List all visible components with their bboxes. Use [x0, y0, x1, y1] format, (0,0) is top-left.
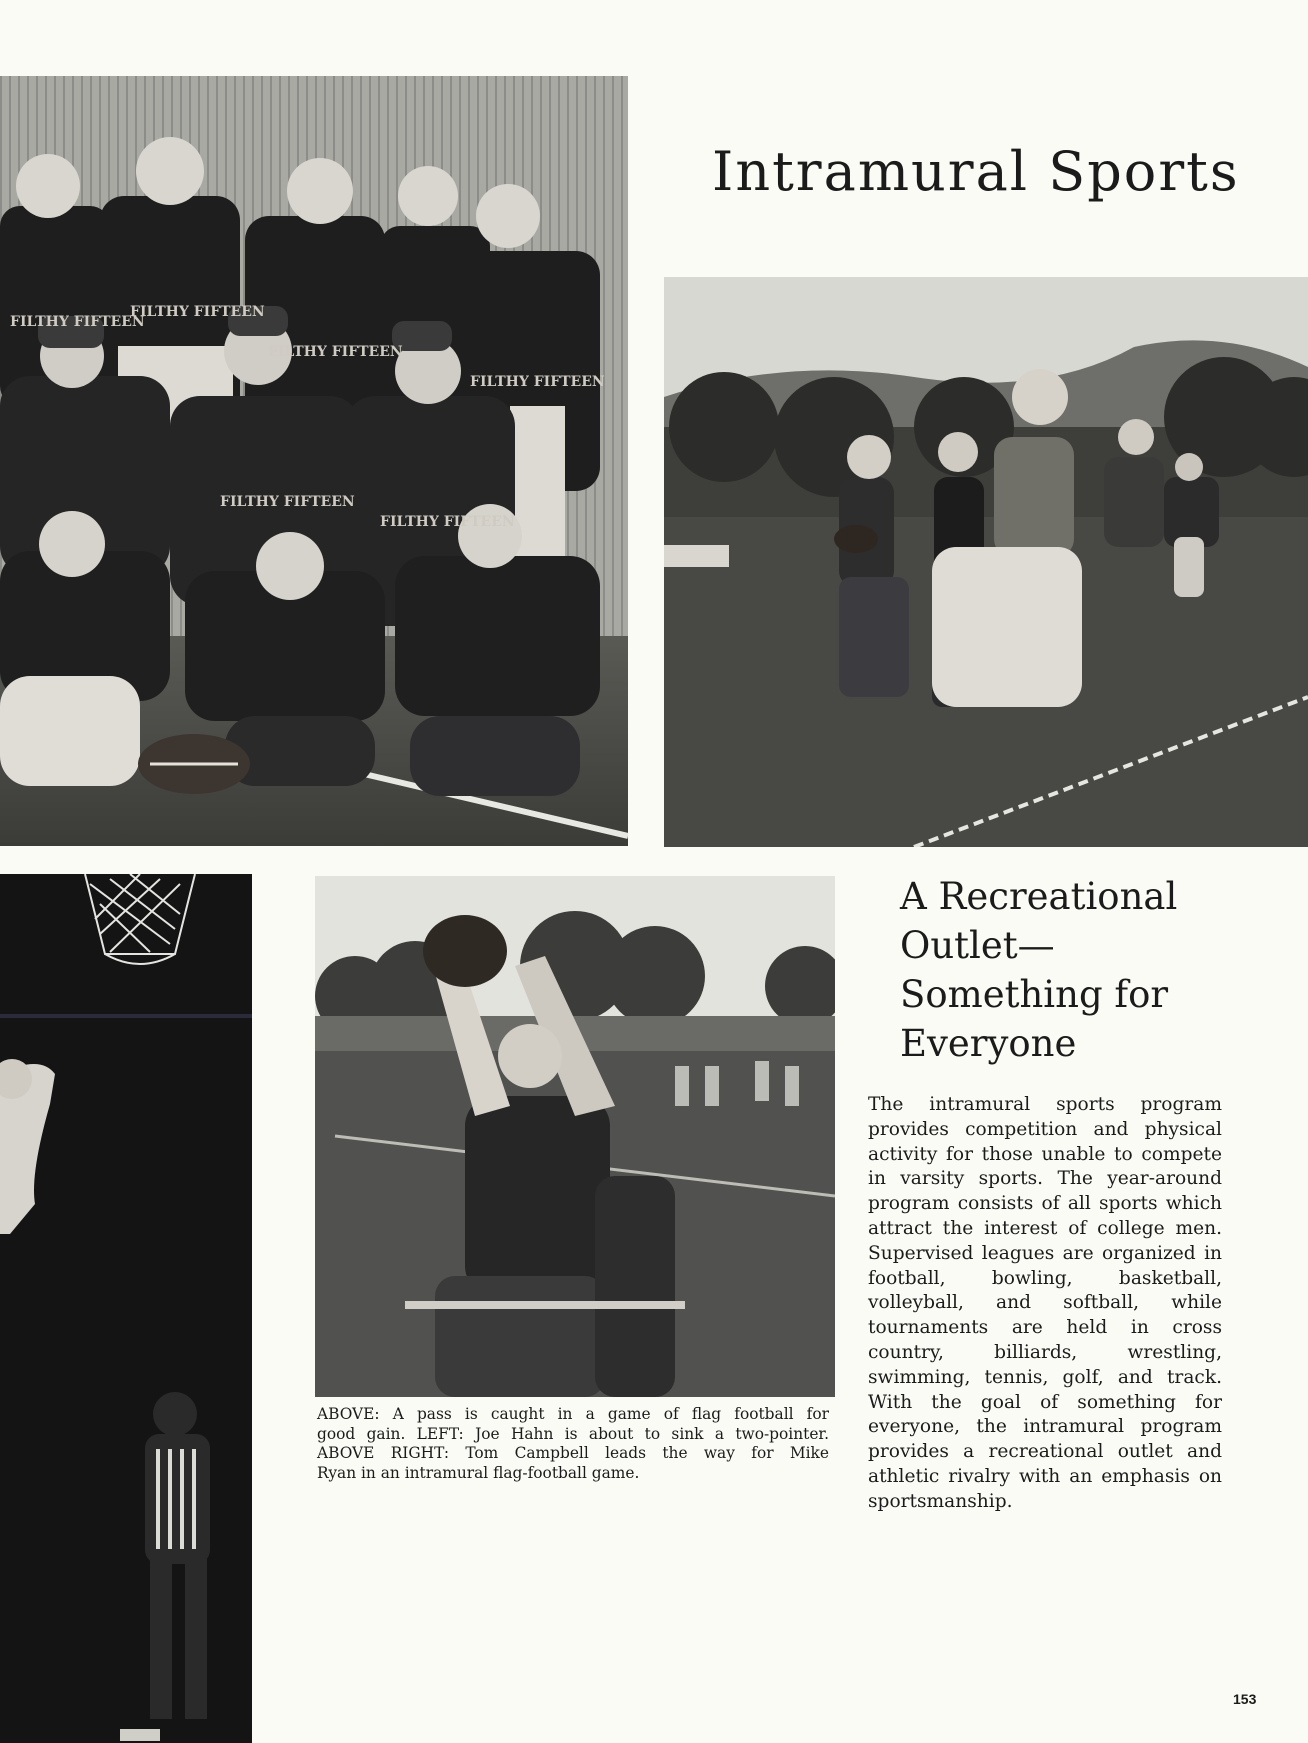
team-photo [0, 76, 628, 846]
basketball-photo [0, 874, 252, 1743]
page-title: Intramural Sports [712, 140, 1240, 203]
subhead-line: A Recreational [900, 875, 1178, 918]
subhead-line: Everyone [900, 1022, 1077, 1065]
team-shirt-text: FILTHY FIFTEEN [470, 374, 605, 390]
caption-line: ABOVE: A pass is caught in a game of flag football for [317, 1405, 829, 1423]
page-number: 153 [1233, 1691, 1257, 1707]
subhead-line: Outlet— [900, 924, 1055, 967]
section-subhead [900, 872, 1260, 1068]
flag-football-photo [664, 277, 1308, 847]
caption-line: Ryan in an intramural flag-football game. [317, 1463, 640, 1482]
article-body: The intramural sports program provides competition and physical activity for those unable to compete in varsity sports. The year-around program consists of all sports which attract the interest of college men. Supervised leagues are organized in football, bowling, basketball, volleyball, and softball, while tournaments are held in cross country, billiards, wrestling, swimming, tennis, golf, and track. With the goal of something for everyone, the intramural program provides a recreational outlet and athletic rivalry with an emphasis on sportsmanship. [868, 1094, 1222, 1512]
pass-catch-photo [315, 876, 835, 1397]
team-shirt-text: FILTHY FIFTEEN [220, 494, 355, 510]
team-shirt-text: FILTHY FIFTEEN [268, 344, 403, 360]
caption-line: good gain. LEFT: Joe Hahn is about to sink a two-pointer. [317, 1424, 829, 1443]
photo-caption [317, 1405, 829, 1483]
caption-line: ABOVE RIGHT: Tom Campbell leads the way for Mike [317, 1444, 829, 1462]
team-shirt-text: FILTHY FIFTEEN [130, 304, 265, 320]
subhead-line: Something for [900, 973, 1169, 1016]
team-shirt-text: FILTHY FIFTEEN [380, 514, 515, 530]
team-shirt-text: FILTHY FIFTEEN [10, 314, 145, 330]
